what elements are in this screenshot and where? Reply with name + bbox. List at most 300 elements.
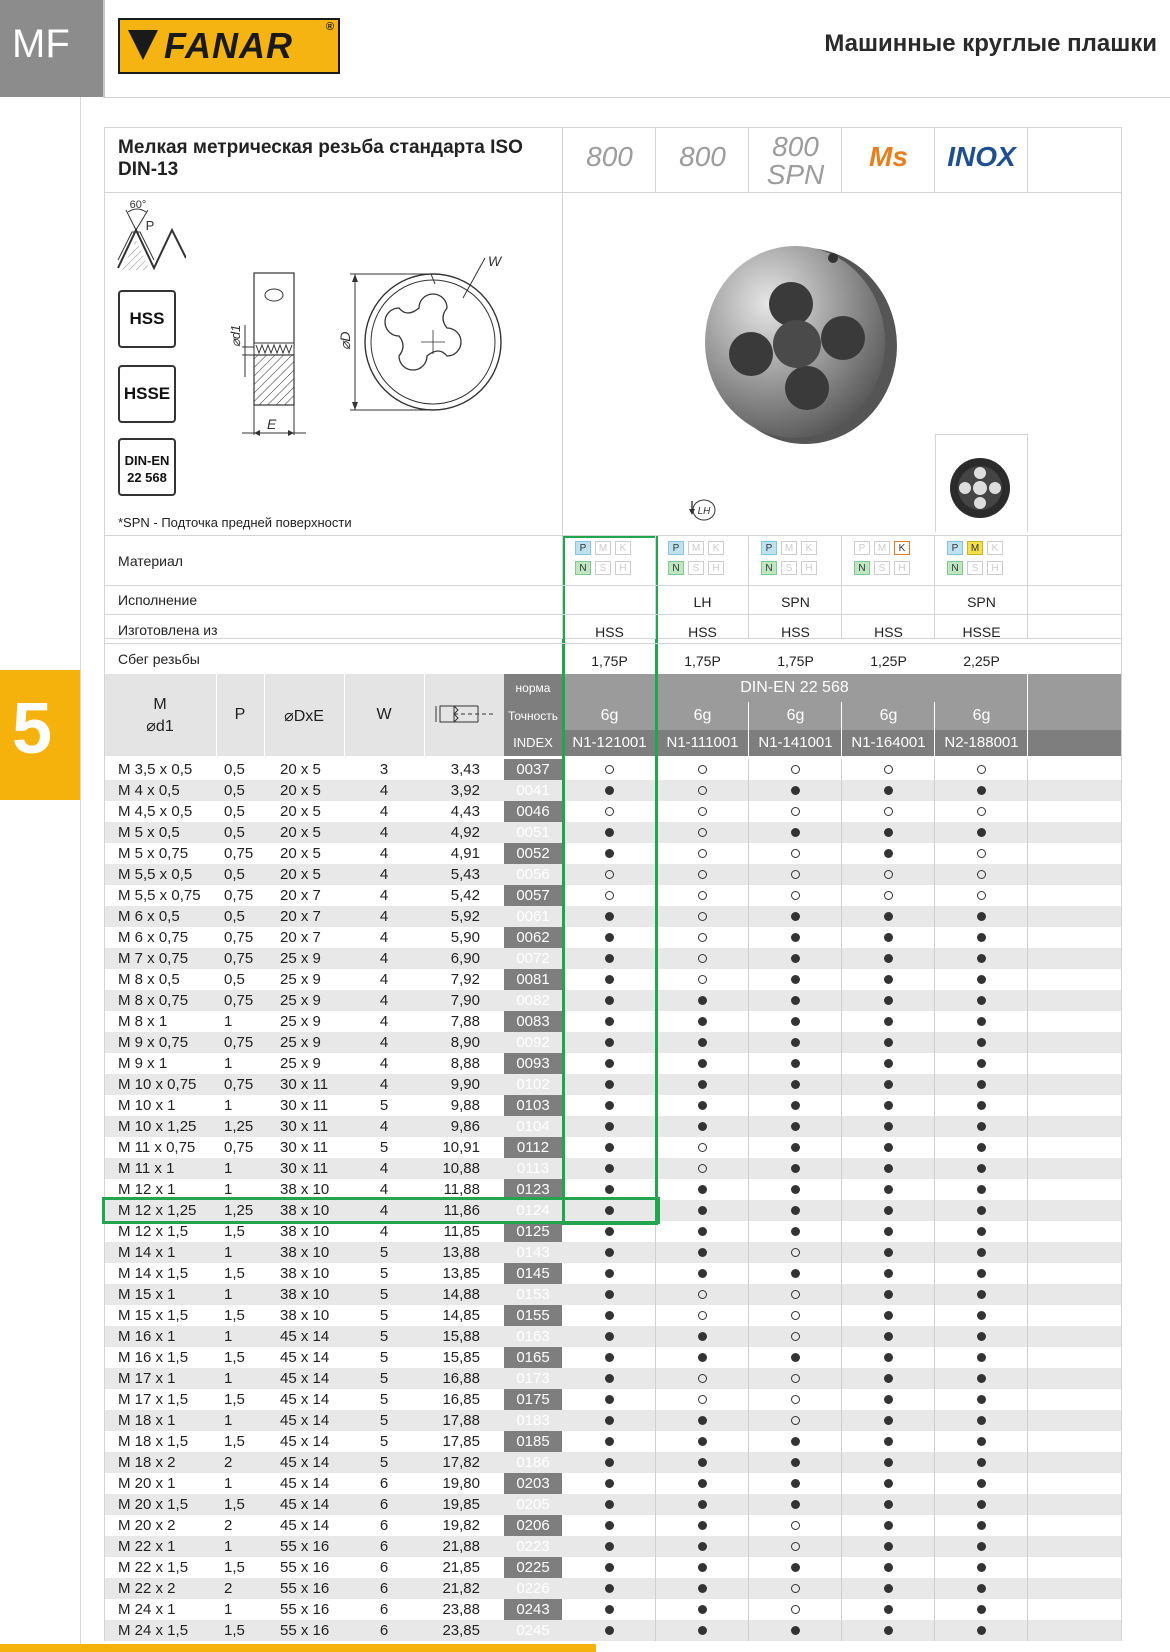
cell-m: M 5,5 x 0,5 xyxy=(118,866,193,883)
cell-dxe: 20 x 5 xyxy=(280,845,321,862)
accuracy-4: 6g xyxy=(935,702,1028,730)
row-col-divider xyxy=(748,906,749,927)
cell-d: 21,88 xyxy=(442,1538,480,1555)
row-col-divider xyxy=(1027,1515,1028,1536)
cell-dxe: 25 x 9 xyxy=(280,971,321,988)
on-request-dot xyxy=(977,765,986,774)
row-col-divider xyxy=(655,1410,656,1431)
table-row xyxy=(104,1368,1122,1389)
available-dot xyxy=(791,912,800,921)
row-col-divider xyxy=(748,1095,749,1116)
row-col-divider xyxy=(841,1389,842,1410)
on-request-dot xyxy=(698,1395,707,1404)
available-dot xyxy=(698,1605,707,1614)
row-col-divider xyxy=(1027,1557,1028,1578)
cell-dxe: 25 x 9 xyxy=(280,1034,321,1051)
code-4: N2-188001 xyxy=(935,730,1028,756)
row-col-divider xyxy=(748,759,749,780)
cell-ix: 0205 xyxy=(516,1496,550,1513)
row-col-divider xyxy=(934,1599,935,1620)
row-col-divider xyxy=(655,969,656,990)
available-dot xyxy=(605,1290,614,1299)
available-dot xyxy=(791,933,800,942)
on-request-dot xyxy=(698,765,707,774)
index-label: INDEX xyxy=(504,730,562,756)
row-col-divider xyxy=(934,1095,935,1116)
pitch-label: P xyxy=(145,218,155,233)
row-col-divider xyxy=(841,906,842,927)
row-col-divider xyxy=(934,1473,935,1494)
row-col-divider xyxy=(1027,801,1028,822)
cell-w: 4 xyxy=(379,1118,389,1135)
available-dot xyxy=(884,1290,893,1299)
cell-p: 0,75 xyxy=(224,1139,254,1156)
cell-m: M 9 x 1 xyxy=(118,1055,168,1072)
cell-ix: 0104 xyxy=(516,1118,550,1135)
cell-w: 5 xyxy=(379,1328,389,1345)
cell-dxe: 30 x 11 xyxy=(280,1118,329,1135)
thread-dimension-icon xyxy=(428,698,496,730)
cell-w: 5 xyxy=(379,1433,389,1450)
material-M: M xyxy=(688,541,704,555)
row-col-divider xyxy=(934,1389,935,1410)
row-col-divider xyxy=(934,1326,935,1347)
cell-ix: 0155 xyxy=(516,1307,550,1324)
group-header-4-top: INOX xyxy=(947,141,1016,172)
cell-w: 5 xyxy=(379,1139,389,1156)
material-group-1 xyxy=(668,541,732,579)
cell-p: 1,25 xyxy=(224,1202,254,1219)
available-dot xyxy=(605,1101,614,1110)
logo-v-icon xyxy=(128,30,158,60)
material-group-4 xyxy=(947,541,1011,579)
row-col-divider xyxy=(841,1200,842,1221)
row-col-divider xyxy=(748,843,749,864)
cell-w: 5 xyxy=(379,1286,389,1303)
available-dot xyxy=(977,1017,986,1026)
row-col-divider xyxy=(841,1095,842,1116)
available-dot xyxy=(791,828,800,837)
on-request-dot xyxy=(698,975,707,984)
cell-p: 1,5 xyxy=(224,1559,245,1576)
cell-d: 13,88 xyxy=(442,1244,480,1261)
cell-d: 15,85 xyxy=(442,1349,480,1366)
on-request-dot xyxy=(791,807,800,816)
header-value-divider-5 xyxy=(1027,702,1028,756)
fanar-logo xyxy=(118,18,340,74)
row-col-divider xyxy=(655,1326,656,1347)
available-dot xyxy=(791,1437,800,1446)
cell-dxe: 45 x 14 xyxy=(280,1328,330,1345)
row-col-divider xyxy=(841,1179,842,1200)
cell-dxe: 20 x 5 xyxy=(280,824,321,841)
row-col-divider xyxy=(655,1011,656,1032)
cell-p: 0,75 xyxy=(224,992,254,1009)
available-dot xyxy=(698,1479,707,1488)
made-of-3: HSS xyxy=(874,624,903,640)
row-col-divider xyxy=(841,1620,842,1641)
available-dot xyxy=(977,1563,986,1572)
cell-ix: 0041 xyxy=(516,782,550,799)
cell-p: 1,5 xyxy=(224,1496,245,1513)
label-execution: Исполнение xyxy=(118,592,198,608)
made-of-1: HSS xyxy=(688,624,717,640)
divider-material xyxy=(104,535,1122,536)
row-col-divider xyxy=(655,906,656,927)
material-N: N xyxy=(947,561,963,575)
available-dot xyxy=(698,1563,707,1572)
cell-p: 2 xyxy=(224,1517,233,1534)
row-col-divider xyxy=(841,948,842,969)
table-row xyxy=(104,1221,1122,1242)
row-col-divider xyxy=(1027,1389,1028,1410)
material-K: K xyxy=(987,541,1003,555)
cell-d: 11,86 xyxy=(443,1202,480,1219)
cell-dxe: 45 x 14 xyxy=(280,1475,330,1492)
row-col-divider xyxy=(934,822,935,843)
material-H: H xyxy=(801,561,817,575)
on-request-dot xyxy=(698,912,707,921)
table-row xyxy=(104,1284,1122,1305)
cell-p: 1,5 xyxy=(224,1349,245,1366)
cell-m: M 14 x 1 xyxy=(118,1244,176,1261)
available-dot xyxy=(977,1290,986,1299)
available-dot xyxy=(698,1248,707,1257)
row-col-divider xyxy=(934,780,935,801)
available-dot xyxy=(884,1542,893,1551)
cell-d: 19,82 xyxy=(442,1517,480,1534)
on-request-dot xyxy=(791,870,800,879)
available-dot xyxy=(791,786,800,795)
row-col-divider xyxy=(841,1473,842,1494)
available-dot xyxy=(977,1500,986,1509)
row-col-divider xyxy=(655,843,656,864)
cell-ix: 0081 xyxy=(516,971,550,988)
cell-w: 6 xyxy=(379,1559,389,1576)
cell-ix: 0226 xyxy=(516,1580,550,1597)
available-dot xyxy=(884,1017,893,1026)
row-col-divider xyxy=(841,1494,842,1515)
material-N: N xyxy=(854,561,870,575)
cell-d: 11,88 xyxy=(443,1181,480,1198)
row-col-divider xyxy=(1027,1074,1028,1095)
row-col-divider xyxy=(934,1179,935,1200)
row-col-divider xyxy=(934,1032,935,1053)
row-col-divider xyxy=(934,1137,935,1158)
row-col-divider xyxy=(748,990,749,1011)
available-dot xyxy=(977,1227,986,1236)
row-col-divider xyxy=(934,1284,935,1305)
row-col-divider xyxy=(841,1284,842,1305)
row-col-divider xyxy=(655,1557,656,1578)
on-request-dot xyxy=(605,765,614,774)
available-dot xyxy=(605,1626,614,1635)
row-col-divider xyxy=(934,990,935,1011)
group-header-2-top: 800 xyxy=(772,131,819,162)
row-col-divider xyxy=(655,1578,656,1599)
available-dot xyxy=(884,1584,893,1593)
on-request-dot xyxy=(791,1584,800,1593)
row-col-divider xyxy=(841,885,842,906)
group-header-3-top: Ms xyxy=(869,141,908,172)
cell-ix: 0243 xyxy=(516,1601,550,1618)
row-col-divider xyxy=(748,780,749,801)
material-H: H xyxy=(708,561,724,575)
row-col-divider xyxy=(748,1200,749,1221)
row-col-divider xyxy=(841,1263,842,1284)
cell-ix: 0223 xyxy=(516,1538,550,1555)
available-dot xyxy=(884,1059,893,1068)
cell-m: M 12 x 1,25 xyxy=(118,1202,197,1219)
row-col-divider xyxy=(1027,843,1028,864)
cell-ix: 0082 xyxy=(516,992,550,1009)
row-col-divider xyxy=(1027,1011,1028,1032)
row-col-divider xyxy=(1027,1095,1028,1116)
cell-m: M 8 x 1 xyxy=(118,1013,168,1030)
row-col-divider xyxy=(841,990,842,1011)
material-N: N xyxy=(761,561,777,575)
available-dot xyxy=(884,1479,893,1488)
row-col-divider xyxy=(748,1074,749,1095)
row-col-divider xyxy=(841,1116,842,1137)
section-number-tab xyxy=(0,670,80,800)
cell-dxe: 55 x 16 xyxy=(280,1538,330,1555)
material-S: S xyxy=(595,561,611,575)
on-request-dot xyxy=(791,1311,800,1320)
cell-p: 1,5 xyxy=(224,1265,245,1282)
available-dot xyxy=(698,1353,707,1362)
cell-d: 5,90 xyxy=(450,929,480,946)
table-row xyxy=(104,1389,1122,1410)
row-col-divider xyxy=(748,1452,749,1473)
section-code: MF xyxy=(12,22,70,66)
row-col-divider xyxy=(841,1032,842,1053)
available-dot xyxy=(884,1269,893,1278)
material-M: M xyxy=(874,541,890,555)
row-col-divider xyxy=(748,1431,749,1452)
row-col-divider xyxy=(934,1515,935,1536)
cell-w: 4 xyxy=(379,1202,389,1219)
cell-w: 4 xyxy=(379,992,389,1009)
cell-p: 0,75 xyxy=(224,950,254,967)
row-col-divider xyxy=(1027,1242,1028,1263)
cell-m: M 6 x 0,75 xyxy=(118,929,189,946)
table-row xyxy=(104,1137,1122,1158)
row-col-divider xyxy=(655,864,656,885)
available-dot xyxy=(884,1563,893,1572)
cell-d: 3,92 xyxy=(450,782,480,799)
spn-note: *SPN - Подточка предней поверхности xyxy=(118,515,352,530)
row-col-divider xyxy=(655,1452,656,1473)
on-request-dot xyxy=(977,870,986,879)
row-col-divider xyxy=(934,927,935,948)
cell-d: 10,91 xyxy=(442,1139,480,1156)
group-header-1-top: 800 xyxy=(679,141,726,172)
cell-p: 1 xyxy=(224,1244,233,1261)
available-dot xyxy=(977,1479,986,1488)
cell-p: 1 xyxy=(224,1181,233,1198)
code-1: N1-111001 xyxy=(656,730,749,756)
row-col-divider xyxy=(1027,1620,1028,1641)
cell-w: 4 xyxy=(379,1181,389,1198)
available-dot xyxy=(791,1080,800,1089)
cell-w: 5 xyxy=(379,1265,389,1282)
available-dot xyxy=(791,1017,800,1026)
available-dot xyxy=(698,996,707,1005)
row-col-divider xyxy=(1027,969,1028,990)
available-dot xyxy=(698,1584,707,1593)
runout-4: 2,25P xyxy=(963,653,1000,669)
cell-w: 4 xyxy=(379,845,389,862)
material-P: P xyxy=(947,541,963,555)
cell-dxe: 55 x 16 xyxy=(280,1622,330,1639)
cell-w: 4 xyxy=(379,908,389,925)
available-dot xyxy=(605,1311,614,1320)
material-S: S xyxy=(688,561,704,575)
row-col-divider xyxy=(934,843,935,864)
available-dot xyxy=(605,1038,614,1047)
row-col-divider xyxy=(748,1473,749,1494)
thread-profile-drawing xyxy=(116,198,186,273)
available-dot xyxy=(605,786,614,795)
material-H: H xyxy=(615,561,631,575)
available-dot xyxy=(977,1458,986,1467)
bottom-bar xyxy=(0,1644,596,1652)
cell-dxe: 55 x 16 xyxy=(280,1580,330,1597)
die-front-view-drawing xyxy=(335,250,515,420)
cell-d: 4,91 xyxy=(450,845,480,862)
available-dot xyxy=(884,1227,893,1236)
cell-ix: 0163 xyxy=(516,1328,550,1345)
row-col-divider xyxy=(748,1515,749,1536)
table-row xyxy=(104,1431,1122,1452)
cell-d: 23,85 xyxy=(442,1622,480,1639)
table-row xyxy=(104,1578,1122,1599)
available-dot xyxy=(698,1416,707,1425)
accuracy-tail xyxy=(1028,702,1122,730)
cell-p: 1 xyxy=(224,1475,233,1492)
cell-w: 6 xyxy=(379,1622,389,1639)
on-request-dot xyxy=(791,1248,800,1257)
header-value-divider-3 xyxy=(841,702,842,756)
row-col-divider xyxy=(841,1074,842,1095)
cell-dxe: 38 x 10 xyxy=(280,1286,330,1303)
cell-p: 2 xyxy=(224,1454,233,1471)
available-dot xyxy=(698,1185,707,1194)
cell-d: 13,85 xyxy=(442,1265,480,1282)
table-row xyxy=(104,927,1122,948)
cell-d: 21,82 xyxy=(442,1580,480,1597)
cell-m: M 6 x 0,5 xyxy=(118,908,180,925)
cell-w: 4 xyxy=(379,1160,389,1177)
row-col-divider xyxy=(655,1494,656,1515)
divider-head-col-5 xyxy=(1027,127,1028,193)
row-col-divider xyxy=(934,885,935,906)
cell-dxe: 45 x 14 xyxy=(280,1391,330,1408)
available-dot xyxy=(884,1122,893,1131)
available-dot xyxy=(884,1101,893,1110)
table-row xyxy=(104,1074,1122,1095)
on-request-dot xyxy=(698,933,707,942)
cell-w: 5 xyxy=(379,1307,389,1324)
on-request-dot xyxy=(791,891,800,900)
cell-d: 15,88 xyxy=(442,1328,480,1345)
cell-m: M 15 x 1,5 xyxy=(118,1307,189,1324)
on-request-dot xyxy=(791,1542,800,1551)
cell-m: M 22 x 1,5 xyxy=(118,1559,189,1576)
available-dot xyxy=(605,1269,614,1278)
cell-dxe: 45 x 14 xyxy=(280,1517,330,1534)
row-col-divider xyxy=(1027,1431,1028,1452)
cell-p: 0,75 xyxy=(224,1034,254,1051)
available-dot xyxy=(791,1500,800,1509)
table-row xyxy=(104,1095,1122,1116)
cell-d: 19,80 xyxy=(442,1475,480,1492)
cell-d: 11,85 xyxy=(443,1223,480,1240)
available-dot xyxy=(605,1374,614,1383)
available-dot xyxy=(884,1521,893,1530)
available-dot xyxy=(977,1101,986,1110)
available-dot xyxy=(884,1248,893,1257)
row-col-divider xyxy=(655,1158,656,1179)
cell-dxe: 20 x 5 xyxy=(280,782,321,799)
label-runout: Сбег резьбы xyxy=(118,651,200,667)
available-dot xyxy=(698,1101,707,1110)
cell-m: M 9 x 0,75 xyxy=(118,1034,189,1051)
available-dot xyxy=(698,1437,707,1446)
code-3: N1-164001 xyxy=(842,730,935,756)
table-row xyxy=(104,801,1122,822)
cell-dxe: 20 x 5 xyxy=(280,803,321,820)
row-col-divider xyxy=(934,1263,935,1284)
cell-p: 1,5 xyxy=(224,1391,245,1408)
row-col-divider xyxy=(841,1242,842,1263)
row-col-divider xyxy=(1027,906,1028,927)
logo-trademark: ® xyxy=(325,21,334,33)
available-dot xyxy=(605,933,614,942)
table-row xyxy=(104,1620,1122,1641)
cell-ix: 0102 xyxy=(516,1076,550,1093)
available-dot xyxy=(977,1143,986,1152)
row-col-divider xyxy=(1027,1284,1028,1305)
row-col-divider xyxy=(1027,1200,1028,1221)
table-row xyxy=(104,780,1122,801)
on-request-dot xyxy=(698,1290,707,1299)
cell-ix: 0037 xyxy=(516,761,550,778)
row-col-divider xyxy=(748,1158,749,1179)
table-row xyxy=(104,1305,1122,1326)
table-row xyxy=(104,1011,1122,1032)
available-dot xyxy=(884,975,893,984)
available-dot xyxy=(977,1248,986,1257)
material-K: K xyxy=(801,541,817,555)
logo-brand: FANAR xyxy=(164,25,293,66)
cell-p: 0,5 xyxy=(224,971,245,988)
cell-dxe: 20 x 7 xyxy=(280,887,321,904)
on-request-dot xyxy=(791,1605,800,1614)
available-dot xyxy=(884,996,893,1005)
available-dot xyxy=(977,1164,986,1173)
section-number: 5 xyxy=(12,689,53,769)
header-dxe: ⌀DxE xyxy=(284,708,324,725)
available-dot xyxy=(884,954,893,963)
cell-ix: 0175 xyxy=(516,1391,550,1408)
available-dot xyxy=(605,1059,614,1068)
cell-w: 4 xyxy=(379,971,389,988)
row-col-divider xyxy=(655,1284,656,1305)
divider-col-start xyxy=(562,127,563,639)
cell-w: 6 xyxy=(379,1517,389,1534)
